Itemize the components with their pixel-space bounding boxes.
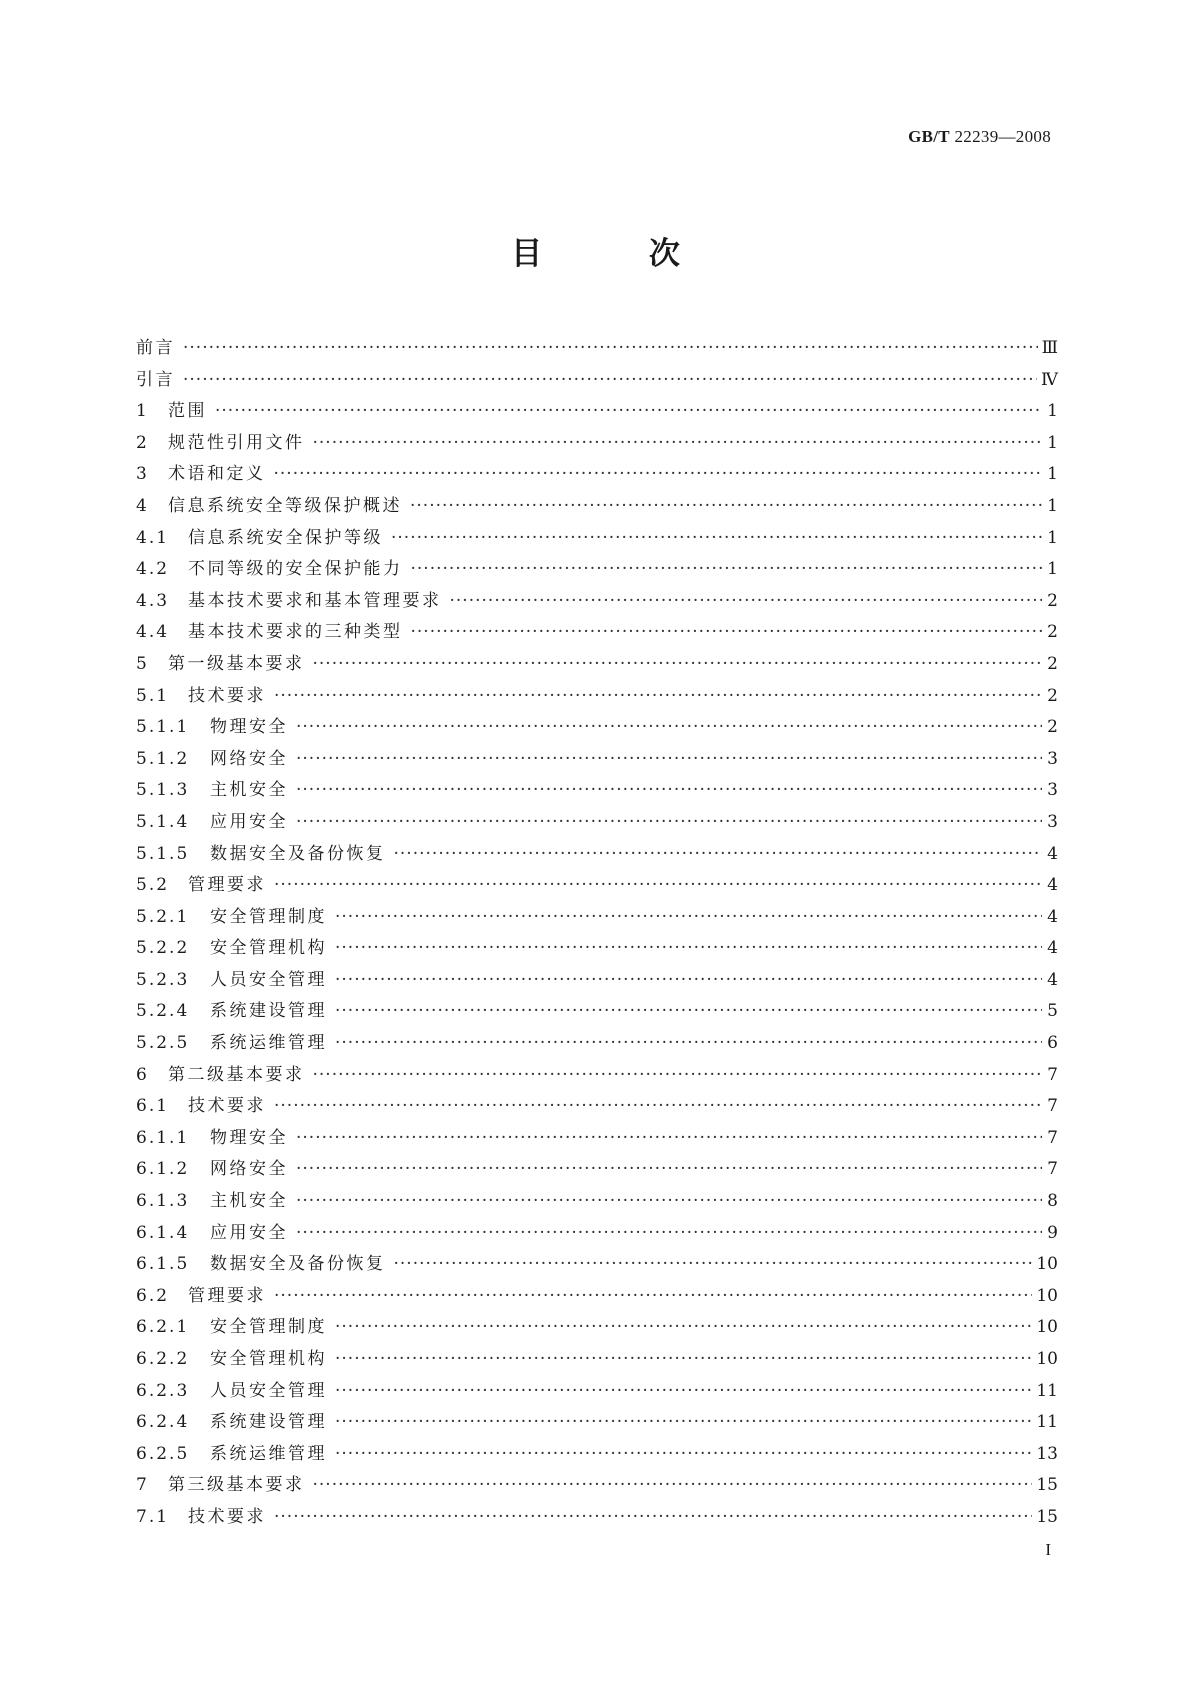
toc-entry[interactable] [136,491,1058,523]
toc-entry[interactable] [136,1123,1058,1155]
toc-entry-number: 4 [136,495,149,516]
toc-dot-leader [450,586,1043,618]
toc-entry[interactable] [136,1281,1058,1313]
toc-dot-leader [274,459,1043,491]
toc-entry-title: 物理安全 [210,717,288,738]
toc-entry-number: 7.1 [136,1506,170,1527]
toc-entry[interactable] [136,839,1058,871]
toc-entry-title: 系统运维管理 [210,1443,327,1464]
toc-dot-leader [296,712,1042,744]
toc-entry-title: 人员安全管理 [210,1380,327,1401]
toc-entry-title: 主机安全 [210,780,288,801]
toc-entry-title: 人员安全管理 [210,969,327,990]
toc-entry-page: 2 [1047,685,1058,706]
toc-entry-number: 4.1 [136,527,170,548]
toc-entry[interactable] [136,933,1058,965]
toc-entry-page: 3 [1047,748,1058,769]
toc-entry-page: 7 [1047,1159,1058,1180]
toc-entry-title: 系统建设管理 [210,1001,327,1022]
toc-entry[interactable] [136,996,1058,1028]
toc-entry-number: 5.1.5 [136,843,190,864]
toc-entry[interactable] [136,649,1058,681]
toc-dot-leader [274,870,1042,902]
toc-entry[interactable] [136,1249,1058,1281]
toc-entry-number: 6.2.4 [136,1412,190,1433]
toc-entry[interactable] [136,1312,1058,1344]
toc-entry-page: 4 [1047,906,1058,927]
toc-entry-title: 第一级基本要求 [168,653,305,674]
toc-dot-leader [274,1091,1042,1123]
toc-entry-number: 4.3 [136,590,170,611]
toc-entry-page: 2 [1047,622,1058,643]
toc-entry[interactable] [136,681,1058,713]
toc-entry-number: 6.2.3 [136,1380,190,1401]
toc-entry[interactable] [136,554,1058,586]
toc-entry-page: 7 [1047,1064,1058,1085]
toc-entry-number: 5.1.3 [136,780,190,801]
toc-entry[interactable] [136,775,1058,807]
toc-entry-page: 1 [1047,401,1058,422]
toc-entry-number: 7 [136,1475,149,1496]
toc-entry-title: 术语和定义 [168,464,266,485]
standard-code: GB/T [908,127,950,146]
toc-entry-page: Ⅳ [1041,369,1058,390]
toc-dot-leader [296,807,1042,839]
toc-entry-number: 6.1.1 [136,1127,190,1148]
toc-entry-number: 6.1.4 [136,1222,190,1243]
toc-entry-title: 主机安全 [210,1191,288,1212]
toc-dot-leader [410,491,1042,523]
toc-entry[interactable] [136,333,1058,365]
toc-entry[interactable] [136,1091,1058,1123]
toc-dot-leader [274,1502,1032,1534]
page-number: I [1045,1540,1051,1559]
toc-dot-leader [296,1186,1042,1218]
toc-entry-number: 6.2.5 [136,1443,190,1464]
toc-entry-title: 系统建设管理 [210,1412,327,1433]
toc-entry-page: 8 [1047,1191,1058,1212]
toc-entry-title: 网络安全 [210,1159,288,1180]
toc-entry-page: 1 [1047,495,1058,516]
toc-entry[interactable] [136,1154,1058,1186]
toc-dot-leader [335,1312,1032,1344]
toc-dot-leader [215,396,1042,428]
toc-entry-title: 不同等级的安全保护能力 [188,559,403,580]
toc-entry-title: 数据安全及备份恢复 [210,843,386,864]
toc-entry-title: 技术要求 [188,1506,266,1527]
toc-entry[interactable] [136,965,1058,997]
toc-entry-page: 15 [1036,1475,1058,1496]
toc-entry-number: 6 [136,1064,149,1085]
toc-dot-leader [335,1028,1042,1060]
toc-entry-title: 技术要求 [188,685,266,706]
toc-entry-title: 规范性引用文件 [168,432,305,453]
toc-entry-page: Ⅲ [1041,338,1058,358]
toc-entry-title: 技术要求 [188,1096,266,1117]
toc-entry-title: 基本技术要求和基本管理要求 [188,590,442,611]
toc-entry[interactable] [136,428,1058,460]
toc-dot-leader [335,1439,1032,1471]
toc-entry[interactable] [136,870,1058,902]
toc-dot-leader [335,1407,1032,1439]
toc-entry-number: 5.2 [136,875,170,896]
toc-entry-number: 6.2.2 [136,1349,190,1369]
table-of-contents [136,333,1058,1534]
toc-dot-leader [183,333,1038,365]
toc-entry[interactable] [136,744,1058,776]
toc-entry-page: 1 [1047,527,1058,548]
toc-entry[interactable] [136,1439,1058,1471]
toc-entry-page: 10 [1036,1285,1058,1306]
toc-dot-leader [296,775,1042,807]
toc-dot-leader [313,428,1043,460]
toc-entry-number: 2 [136,432,149,453]
toc-entry-page: 13 [1036,1443,1058,1464]
toc-entry-title: 管理要求 [188,1285,266,1306]
toc-dot-leader [274,681,1042,713]
toc-dot-leader [335,965,1042,997]
toc-entry-page: 4 [1047,969,1058,990]
toc-entry-page: 2 [1047,717,1058,738]
toc-entry-page: 2 [1047,653,1058,674]
toc-dot-leader [411,617,1043,649]
toc-dot-leader [411,554,1043,586]
toc-entry-title: 基本技术要求的三种类型 [188,622,403,643]
toc-entry-number: 5 [136,653,149,674]
toc-entry-title: 网络安全 [210,748,288,769]
toc-entry-number: 6.1.5 [136,1254,190,1275]
toc-entry[interactable] [136,1060,1058,1092]
toc-entry-title: 信息系统安全保护等级 [188,527,383,548]
toc-entry-page: 7 [1047,1127,1058,1148]
toc-dot-leader [183,365,1037,397]
toc-entry[interactable] [136,396,1058,428]
toc-entry-number: 5.2.4 [136,1001,190,1022]
toc-entry-title: 安全管理机构 [210,938,327,959]
toc-entry-number: 5.2.1 [136,906,190,927]
toc-entry[interactable] [136,1218,1058,1250]
toc-entry[interactable] [136,807,1058,839]
toc-entry-page: 10 [1036,1254,1058,1275]
toc-entry-page: 5 [1047,1001,1058,1022]
toc-entry-title: 应用安全 [210,1222,288,1243]
toc-dot-leader [313,1470,1033,1502]
toc-entry-title: 引言 [136,369,175,390]
toc-entry-number: 6.2.1 [136,1317,190,1338]
toc-entry-page: 1 [1047,432,1058,453]
toc-entry[interactable] [136,712,1058,744]
toc-entry-number: 6.2 [136,1285,170,1306]
toc-entry[interactable] [136,523,1058,555]
toc-entry[interactable] [136,1376,1058,1408]
toc-dot-leader [296,1218,1042,1250]
toc-dot-leader [335,996,1042,1028]
toc-entry[interactable] [136,459,1058,491]
toc-entry-number: 6.1.3 [136,1191,190,1212]
toc-entry-page: 7 [1047,1096,1058,1117]
toc-entry-number: 5.1 [136,685,170,706]
toc-entry[interactable] [136,365,1058,397]
toc-entry-page: 11 [1036,1380,1058,1401]
toc-dot-leader [296,1154,1042,1186]
toc-entry-title: 安全管理机构 [210,1349,327,1369]
toc-entry-number: 5.2.3 [136,969,190,990]
toc-entry-title: 安全管理制度 [210,1317,327,1338]
toc-entry[interactable] [136,1502,1058,1534]
toc-dot-leader [313,1060,1043,1092]
toc-dot-leader [296,744,1042,776]
toc-entry-number: 3 [136,464,149,485]
standard-number: 22239—2008 [954,127,1051,146]
toc-dot-leader [313,649,1043,681]
standard-number-header [908,127,1051,147]
toc-entry-page: 3 [1047,811,1058,832]
toc-entry-page: 9 [1047,1222,1058,1243]
toc-entry[interactable] [136,617,1058,649]
toc-entry-page: 3 [1047,780,1058,801]
toc-dot-leader [335,1344,1032,1376]
toc-dot-leader [296,1123,1042,1155]
toc-dot-leader [274,1281,1032,1313]
toc-dot-leader [335,1376,1032,1408]
toc-entry-title: 安全管理制度 [210,906,327,927]
toc-dot-leader [394,1249,1033,1281]
toc-entry-number: 4.2 [136,559,170,580]
toc-entry-number: 6.1 [136,1096,170,1117]
toc-entry-number: 5.1.1 [136,717,190,738]
toc-entry-page: 4 [1047,938,1058,959]
toc-entry-page: 4 [1047,875,1058,896]
toc-entry-page: 1 [1047,559,1058,580]
toc-entry-number: 5.2.2 [136,938,190,959]
toc-dot-leader [394,839,1043,871]
toc-entry-title: 第三级基本要求 [168,1475,305,1496]
toc-entry-number: 1 [136,401,149,422]
toc-entry-title: 应用安全 [210,811,288,832]
toc-entry-number: 5.2.5 [136,1033,190,1054]
toc-entry-title: 前言 [136,338,175,358]
toc-entry-title: 信息系统安全等级保护概述 [168,495,402,516]
toc-dot-leader [335,902,1042,934]
toc-entry-title: 范围 [168,401,207,422]
toc-entry[interactable] [136,1470,1058,1502]
toc-entry[interactable] [136,1186,1058,1218]
toc-entry[interactable] [136,902,1058,934]
toc-entry-number: 4.4 [136,622,170,643]
toc-entry-title: 数据安全及备份恢复 [210,1254,386,1275]
toc-entry-number: 5.1.2 [136,748,190,769]
toc-entry-page: 1 [1047,464,1058,485]
toc-entry-page: 2 [1047,590,1058,611]
toc-entry-page: 4 [1047,843,1058,864]
toc-entry-page: 10 [1036,1349,1058,1369]
toc-entry-page: 11 [1036,1412,1058,1433]
toc-dot-leader [335,933,1042,965]
toc-entry-page: 15 [1036,1506,1058,1527]
toc-entry-title: 第二级基本要求 [168,1064,305,1085]
toc-entry-page: 10 [1036,1317,1058,1338]
toc-dot-leader [391,523,1042,555]
toc-entry-page: 6 [1047,1033,1058,1054]
toc-entry-title: 系统运维管理 [210,1033,327,1054]
toc-entry[interactable] [136,1028,1058,1060]
page-title: 目 次 [511,236,728,272]
toc-entry[interactable] [136,586,1058,618]
toc-entry-title: 物理安全 [210,1127,288,1148]
toc-entry-title: 管理要求 [188,875,266,896]
toc-entry-number: 5.1.4 [136,811,190,832]
toc-entry[interactable] [136,1407,1058,1439]
toc-entry[interactable] [136,1344,1058,1376]
toc-entry-number: 6.1.2 [136,1159,190,1180]
